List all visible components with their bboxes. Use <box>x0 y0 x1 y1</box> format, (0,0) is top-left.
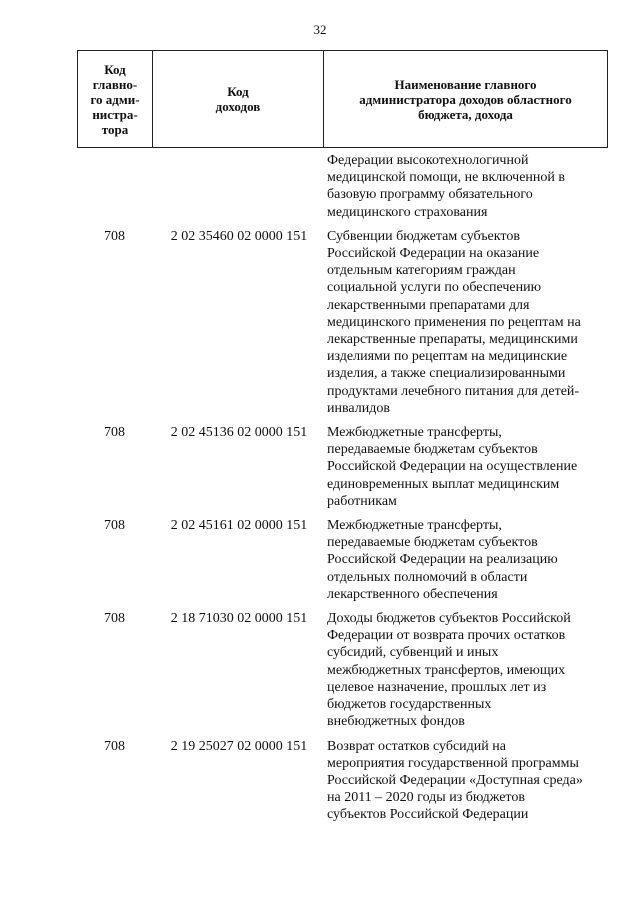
income-name-line: лекарственного обеспечения <box>327 586 498 602</box>
table-row <box>77 152 608 221</box>
header-name-line: администратора доходов областного <box>359 91 572 107</box>
header-admin-code-line: главно- <box>92 76 138 92</box>
header-income-code <box>153 51 324 148</box>
income-name-line: лекарственные препараты, медицинскими <box>327 332 578 348</box>
admin-code-cell: 708 <box>104 425 125 441</box>
income-name-cell <box>326 424 608 510</box>
income-code-cell: 2 19 25027 02 0000 151 <box>170 738 308 754</box>
income-name-line: субсидий, субвенций и иных <box>327 645 499 661</box>
table-row <box>77 228 608 417</box>
income-name-line: инвалидов <box>327 400 390 416</box>
income-name-line: Российской Федерации на реализацию <box>327 552 558 568</box>
income-name-line: базовую программу обязательного <box>327 187 533 203</box>
income-name-line: лекарственными препаратами для <box>327 297 530 313</box>
income-name-line: Российской Федерации на осуществление <box>327 459 578 475</box>
income-name-line: на 2011 – 2020 годы из бюджетов <box>327 790 525 806</box>
income-name-line: Федерации высокотехнологичной <box>327 153 529 168</box>
income-name-line: мероприятия государственной программы <box>327 755 579 771</box>
admin-code-cell: 708 <box>104 738 125 754</box>
header-name-line: Наименование главного <box>394 76 537 92</box>
table-row <box>77 517 608 603</box>
header-admin-code-line: нистра- <box>92 106 138 122</box>
income-code-cell: 2 02 45161 02 0000 151 <box>170 518 308 534</box>
income-name-line: Межбюджетные трансферты, <box>327 518 502 534</box>
income-name-line: работникам <box>327 493 397 509</box>
income-name-line: Возврат остатков субсидий на <box>327 738 506 754</box>
income-code-cell: 2 18 71030 02 0000 151 <box>170 611 308 627</box>
income-name-line: изделия, а также специализированными <box>327 366 566 382</box>
income-name-line: Доходы бюджетов субъектов Российской <box>327 611 571 627</box>
income-name-line: медицинского применения по рецептам на <box>327 314 581 330</box>
income-name-cell <box>326 152 608 221</box>
income-name-line: медицинской помощи, не включенной в <box>327 170 566 186</box>
income-code-cell: 2 02 35460 02 0000 151 <box>170 228 308 244</box>
table-header <box>77 50 608 148</box>
income-name-line: отдельных полномочий в области <box>327 569 528 585</box>
income-name-line: Субвенции бюджетам субъектов <box>327 228 520 244</box>
income-name-line: отдельным категориям граждан <box>327 263 516 279</box>
header-income-code-line: Код <box>227 84 249 99</box>
header-name-line: бюджета, дохода <box>418 106 513 122</box>
income-name-line: социальной услуги по обеспечению <box>327 280 542 296</box>
income-name-cell <box>326 517 608 603</box>
income-name-cell <box>326 610 608 730</box>
income-name-line: Федерации от возврата прочих остатков <box>327 628 566 644</box>
admin-code-cell: 708 <box>104 228 125 244</box>
table-row <box>77 738 608 824</box>
header-admin-code-line: Код <box>104 61 126 77</box>
income-name-line: Межбюджетные трансферты, <box>327 425 502 441</box>
income-code-cell <box>152 152 326 221</box>
page-number: 32 <box>313 22 327 37</box>
income-name-line: медицинского страхования <box>327 204 488 220</box>
income-name-line: единовременных выплат медицинским <box>327 476 560 492</box>
income-name-line: Российской Федерации на оказание <box>327 246 540 262</box>
income-name-line: изделиями по рецептам на медицинские <box>327 349 568 365</box>
income-name-line: передаваемые бюджетам субъектов <box>327 535 538 551</box>
income-name-line: передаваемые бюджетам субъектов <box>327 442 538 458</box>
income-name-line: бюджетов государственных <box>327 697 492 713</box>
income-name-line: субъектов Российской Федерации <box>327 807 529 823</box>
income-name-line: внебюджетных фондов <box>327 714 465 730</box>
income-name-line: продуктами лечебного питания для детей- <box>327 383 580 399</box>
admin-code-cell: 708 <box>104 518 125 534</box>
header-name <box>324 51 608 148</box>
income-code-cell: 2 02 45136 02 0000 151 <box>170 425 308 441</box>
header-admin-code-line: тора <box>101 121 129 137</box>
header-admin-code-line: го адми- <box>90 91 140 107</box>
income-name-line: межбюджетных трансфертов, имеющих <box>327 662 566 678</box>
table-row <box>77 424 608 510</box>
income-name-line: Российской Федерации «Доступная среда» <box>327 772 583 788</box>
header-admin-code <box>78 51 153 148</box>
income-name-cell <box>326 228 608 417</box>
table-body <box>77 152 608 824</box>
admin-code-cell: 708 <box>104 611 125 627</box>
income-name-line: целевое назначение, прошлых лет из <box>327 679 547 695</box>
admin-code-cell <box>77 152 152 221</box>
header-income-code-line: доходов <box>215 99 261 114</box>
table-row <box>77 610 608 730</box>
income-name-cell <box>326 738 608 824</box>
